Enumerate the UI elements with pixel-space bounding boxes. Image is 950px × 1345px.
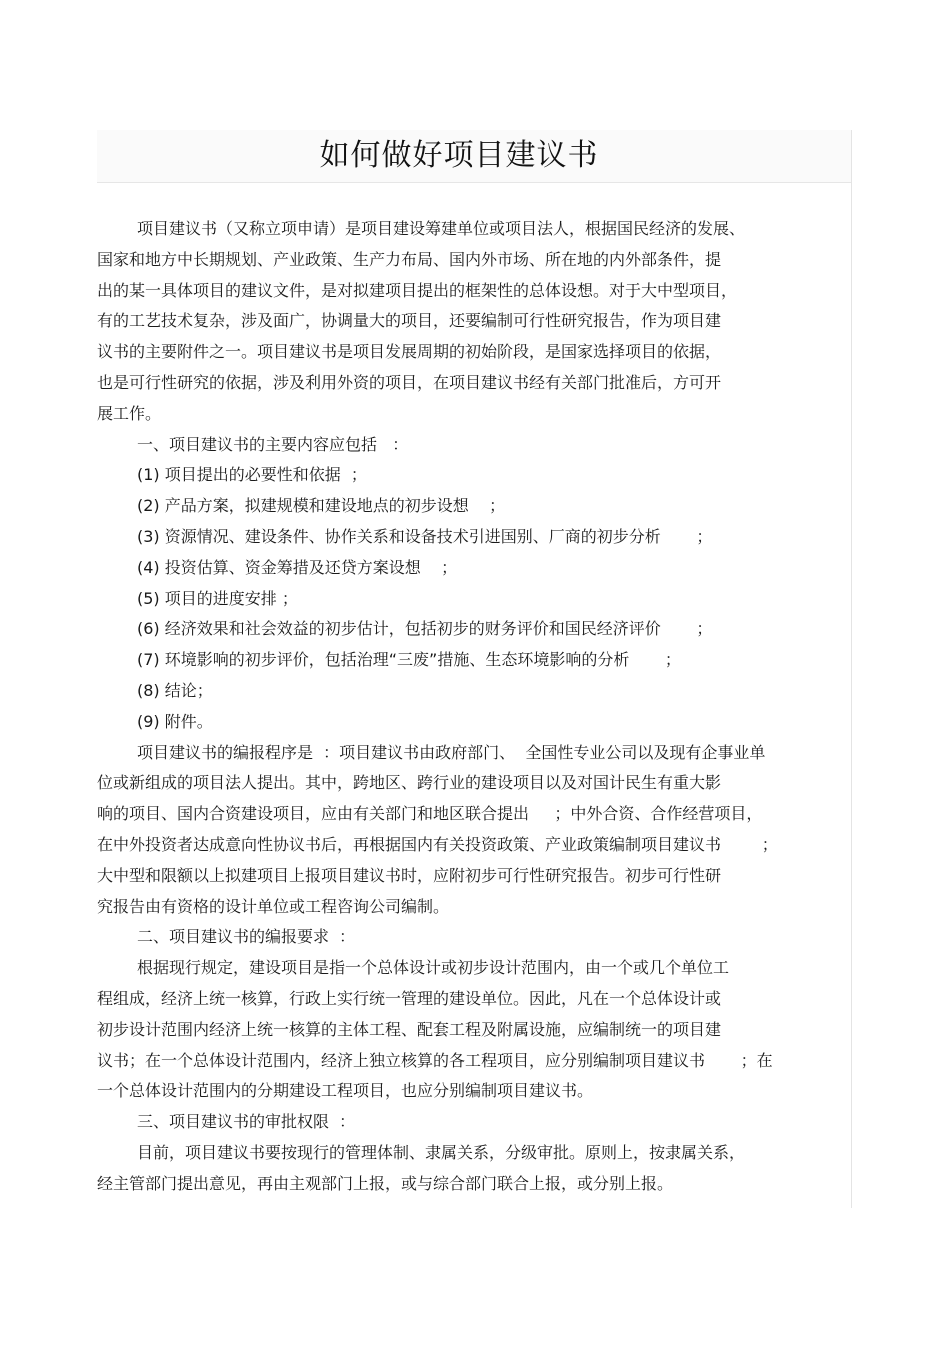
text-line: 响的项目、国内合资建设项目，应由有关部门和地区联合提出 ；中外合资、合作经营项目， (97, 804, 763, 824)
text-line: 大中型和限额以上拟建项目上报项目建议书时，应附初步可行性研究报告。初步可行性研 (97, 865, 722, 885)
text-line: (3) 资源情况、建设条件、协作关系和设备技术引进国别、厂商的初步分析 ； (137, 526, 713, 546)
text-line: 项目建议书的编报程序是 ：项目建议书由政府部门、 全国性专业公司以及现有企事业单 (137, 742, 766, 762)
text-line: 议书的主要附件之一。项目建议书是项目发展周期的初始阶段，是国家选择项目的依据， (97, 342, 722, 362)
text-line: 项目建议书（又称立项申请）是项目建设筹建单位或项目法人，根据国民经济的发展、 (137, 219, 746, 238)
text-line: 根据现行规定，建设项目是指一个总体设计或初步设计范围内，由一个或几个单位工 (137, 958, 730, 978)
text-line: (8) 结论； (137, 680, 213, 700)
text-line: (7) 环境影响的初步评价，包括治理“三废”措施、生态环境影响的分析 ； (137, 650, 681, 670)
text-line: (6) 经济效果和社会效益的初步估计，包括初步的财务评价和国民经济评价 ； (137, 619, 713, 639)
document-body (97, 214, 849, 1200)
text-line: 国家和地方中长期规划、产业政策、生产力布局、国内外市场、所在地的内外部条件，提 (97, 249, 722, 269)
text-line: 展工作。 (97, 403, 162, 423)
text-line: 程组成，经济上统一核算，行政上实行统一管理的建设单位。因此，凡在一个总体设计或 (97, 988, 722, 1008)
text-line: 一、项目建议书的主要内容应包括 ： (137, 434, 409, 454)
text-line: 位或新组成的项目法人提出。其中，跨地区、跨行业的建设项目以及对国计民生有重大影 (97, 773, 722, 793)
text-line: 目前，项目建议书要按现行的管理体制、隶属关系，分级审批。原则上，按隶属关系， (137, 1142, 746, 1162)
text-line: 二、项目建议书的编报要求 ： (137, 927, 356, 947)
text-line: 一个总体设计范围内的分期建设工程项目，也应分别编制项目建议书。 (97, 1081, 594, 1101)
text-line: 也是可行性研究的依据，涉及利用外资的项目，在项目建议书经有关部门批准后，方可开 (97, 372, 722, 392)
text-line: (4) 投资估算、资金筹措及还贷方案设想 ； (137, 557, 458, 577)
text-line: 经主管部门提出意见，再由主观部门上报，或与综合部门联合上报，或分别上报。 (97, 1173, 674, 1193)
text-line: 议书；在一个总体设计范围内，经济上独立核算的各工程项目，应分别编制项目建议书 ；在 (97, 1050, 773, 1070)
text-line: 出的某一具体项目的建议文件，是对拟建项目提出的框架性的总体设想。对于大中型项目， (97, 280, 738, 300)
text-line: (2) 产品方案，拟建规模和建设地点的初步设想 ； (137, 496, 506, 516)
document-title: 如何做好项目建议书 (319, 138, 599, 173)
text-line: 三、项目建议书的审批权限 ： (137, 1112, 356, 1132)
page-right-border (851, 130, 852, 1208)
text-line: 究报告由有资格的设计单位或工程咨询公司编制。 (97, 896, 450, 916)
text-line: 初步设计范围内经济上统一核算的主体工程、配套工程及附属设施，应编制统一的项目建 (97, 1019, 722, 1039)
text-line: 在中外投资者达成意向性协议书后，再根据国内有关投资政策、产业政策编制项目建议书 ； (97, 834, 778, 854)
text-line: (9) 附件。 (137, 711, 213, 731)
text-line: (5) 项目的进度安排 ； (137, 588, 298, 608)
text-line: 有的工艺技术复杂，涉及面广，协调量大的项目，还要编制可行性研究报告，作为项目建 (97, 311, 722, 331)
text-line: (1) 项目提出的必要性和依据 ； (137, 465, 367, 485)
